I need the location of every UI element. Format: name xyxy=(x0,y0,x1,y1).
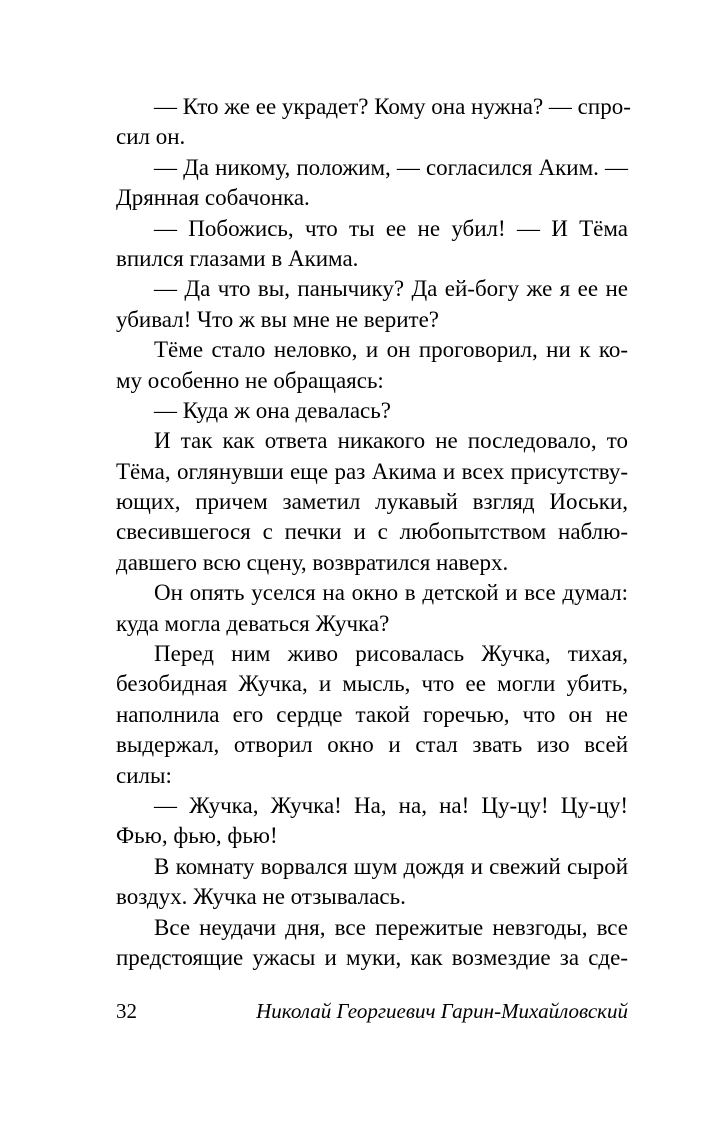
text-line: убивал! Что ж вы мне не верите? xyxy=(116,306,440,332)
text-line: В комнату ворвался шум дождя и свежий сырой xyxy=(154,853,628,879)
text-line: давшего всю сцену, возвратился наверх. xyxy=(116,549,509,575)
text-line: безобидная Жучка, и мысль, что ее могли убить, xyxy=(116,671,628,697)
text-line: впился глазами в Акима. xyxy=(116,245,359,271)
running-head-author: Николай Георгиевич Гарин-Михайловский xyxy=(256,999,628,1023)
text-line: наполнила его сердце такой горечью, что он не xyxy=(116,701,628,727)
text-line: — Кто же ее украдет? Кому она нужна? — спро- xyxy=(154,94,631,119)
page-body xyxy=(116,92,631,973)
text-line: Он опять уселся на окно в детской и все думал: xyxy=(154,580,628,606)
text-line: силы: xyxy=(116,762,172,788)
text-line: воздух. Жучка не отзывалась. xyxy=(116,884,406,910)
page-footer xyxy=(116,996,628,1026)
text-line: ющих, причем заметил лукавый взгляд Иоськи, xyxy=(116,489,628,515)
text-line: куда могла деваться Жучка? xyxy=(116,610,390,636)
text-line: И так как ответа никакого не последовало, то xyxy=(154,428,628,454)
text-line: — Да никому, положим, — согласился Аким. — xyxy=(154,154,628,180)
text-line: — Побожись, что ты ее не убил! — И Тёма xyxy=(154,215,628,241)
text-line: сил он. xyxy=(116,124,186,150)
text-line: — Да что вы, панычику? Да ей-богу же я ее не xyxy=(154,276,628,302)
text-line: — Куда ж она девалась? xyxy=(154,397,391,423)
text-line: — Жучка, Жучка! На, на, на! Цу-цу! Цу-цу! xyxy=(154,792,628,818)
text-line: Дрянная собачонка. xyxy=(116,185,310,211)
text-line: Тёме стало неловко, и он проговорил, ни к ко- xyxy=(154,337,628,363)
text-line: Тёма, оглянувши еще раз Акима и всех присутству- xyxy=(116,458,628,484)
text-line: Фью, фью, фью! xyxy=(116,823,278,849)
text-line: свесившегося с печки и с любопытством наблю- xyxy=(116,519,628,545)
text-line: Все неудачи дня, все пережитые невзгоды, все xyxy=(154,914,628,940)
text-line: му особенно не обращаясь: xyxy=(116,367,384,393)
text-line: Перед ним живо рисовалась Жучка, тихая, xyxy=(154,641,628,667)
page-number: 32 xyxy=(116,999,137,1023)
text-line: предстоящие ужасы и муки, как возмездие за сде- xyxy=(116,944,628,970)
text-line: выдержал, отворил окно и стал звать изо всей xyxy=(116,732,628,758)
